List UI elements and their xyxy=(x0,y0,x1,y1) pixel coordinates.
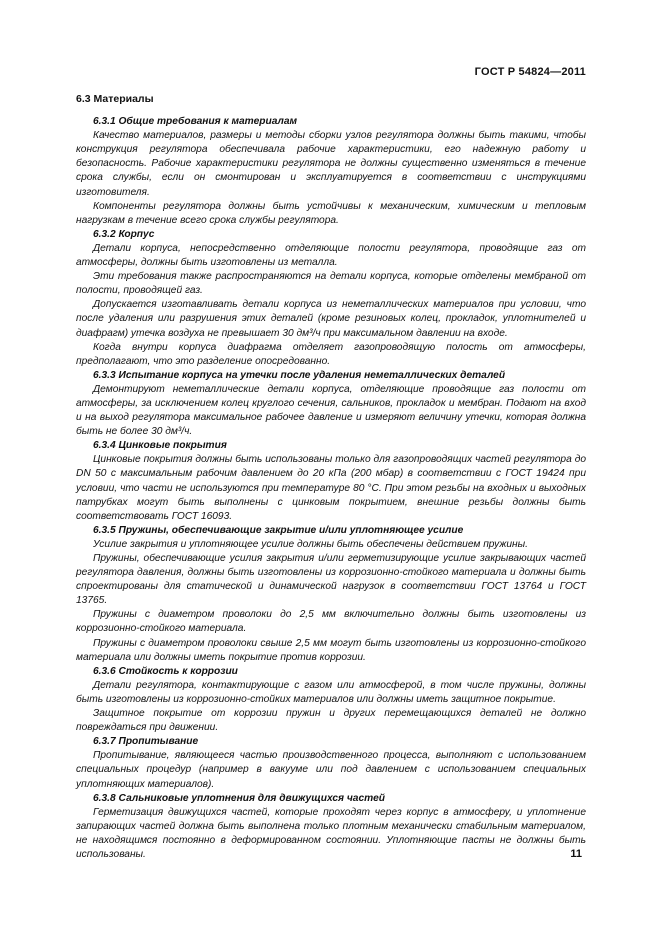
subsection-heading: 6.3.2 Корпус xyxy=(93,228,155,240)
subsection-heading: 6.3.4 Цинковые покрытия xyxy=(93,440,227,452)
paragraph: Пружины, обеспечивающие усилия закрытия и/или герметизирующие усилие закрывающих частей регулятора давления, должны быть изготовлены из коррозионно-стойкого материала и должны быть спроектированы для статической и динамической нагрузок в соответствии ГОСТ 13764 и ГОСТ 13765. xyxy=(76,553,586,607)
subsection xyxy=(76,524,586,665)
subsection xyxy=(76,228,586,369)
page-number: 11 xyxy=(570,848,582,860)
subsection xyxy=(76,115,586,228)
subsection xyxy=(76,735,586,791)
paragraph: Цинковые покрытия должны быть использованы только для газопроводящих частей регулятора до DN 50 с максимальным рабочим давлением до 20 кПа (200 мбар) в соответствии с ГОСТ 19424 при условии, что части не используются при температуре 80 °С. При этом резьбы на входных и выходных патрубках могут быть выполнены с цинковым покрытием, внешние резьбы должны быть соответствовать ГОСТ 16093. xyxy=(76,454,586,522)
paragraph: Пропитывание, являющееся частью производственного процесса, выполняют с использованием специальных процедур (например в вакууме или под давлением с использованием специальных уплотняющих материалов). xyxy=(76,750,586,790)
subsection xyxy=(76,439,586,524)
subsection xyxy=(76,792,586,862)
paragraph: Когда внутри корпуса диафрагма отделяет газопроводящую полость от атмосферы, предполагают, что это разделение опосредованно. xyxy=(76,341,586,367)
document-body xyxy=(76,92,586,862)
paragraph: Усилие закрытия и уплотняющее усилие должны быть обеспечены действием пружины. xyxy=(93,538,528,550)
paragraph: Демонтируют неметаллические детали корпуса, отделяющие проводящие газ полости от атмосферы, за исключением колец круглого сечения, сальников, прокладок и мембран. Подают на вход и на выход регулятора максимальное рабочее давление и измеряют величину утечки, которая должна быть не более 30 дм³/ч. xyxy=(76,383,586,438)
paragraph: Детали регулятора, контактирующие с газом или атмосферой, в том числе пружины, должны быть изготовлены из коррозионно-стойких материалов или должны иметь защитное покрытие. xyxy=(76,679,586,705)
subsection xyxy=(76,665,586,735)
section-title: 6.3 Материалы xyxy=(76,93,154,105)
subsection-heading: 6.3.6 Стойкость к коррозии xyxy=(93,665,238,677)
paragraph: Качество материалов, размеры и методы сборки узлов регулятора должны быть такими, чтобы конструкция регулятора обеспечивала рабочие характеристики, его надежную работу и безопасность. Рабочие характеристики регулятора не должны существенно изменяться в течение срока службы, если он смонтирован и эксплуатируется в соответствии с инструкциями изготовителя. xyxy=(76,130,586,198)
subsection-heading: 6.3.1 Общие требования к материалам xyxy=(93,116,298,128)
subsection-heading: 6.3.7 Пропитывание xyxy=(93,736,199,748)
paragraph: Пружины с диаметром проволоки свыше 2,5 мм могут быть изготовлены из коррозионно-стойкого материала или должны иметь покрытие против коррозии. xyxy=(76,637,586,663)
paragraph: Детали корпуса, непосредственно отделяющие полости регулятора, проводящие газ от атмосферы, должны быть изготовлены из металла. xyxy=(76,242,586,269)
paragraph: Пружины с диаметром проволоки до 2,5 мм включительно должны быть изготовлены из коррозионно-стойкого материала. xyxy=(76,609,586,635)
paragraph: Защитное покрытие от коррозии пружин и других перемещающихся деталей не должно повреждаться при движении. xyxy=(76,708,586,734)
subsection-heading: 6.3.8 Сальниковые уплотнения для движущихся частей xyxy=(93,792,385,804)
paragraph: Герметизация движущихся частей, которые проходят через корпус в атмосферу, и уплотнение запирающих частей должна быть выполнена только плотным механически стабильным материалом, не находящимся постоянно в деформированном состоянии. Уплотняющие пасты не должны быть использованы. xyxy=(76,806,586,860)
document-header: ГОСТ Р 54824—2011 xyxy=(474,66,586,78)
subsection-heading: 6.3.5 Пружины, обеспечивающие закрытие и/или уплотняющее усилие xyxy=(93,524,464,536)
subsection xyxy=(76,369,586,439)
paragraph: Эти требования также распространяются на детали корпуса, которые отделены мембраной от полости, проводящей газ. xyxy=(76,271,586,297)
subsection-heading: 6.3.3 Испытание корпуса на утечки после удаления неметаллических деталей xyxy=(93,369,506,381)
paragraph: Компоненты регулятора должны быть устойчивы к механическим, химическим и тепловым нагрузкам в течение всего срока службы регулятора. xyxy=(76,200,586,226)
paragraph: Допускается изготавливать детали корпуса из неметаллических материалов при условии, что после удаления или разрушения этих деталей (кроме резиновых колец, прокладок, уплотнителей и диафрагм) утечка воздуха не превышает 30 дм³/ч при максимальном давлении на входе. xyxy=(76,299,586,339)
